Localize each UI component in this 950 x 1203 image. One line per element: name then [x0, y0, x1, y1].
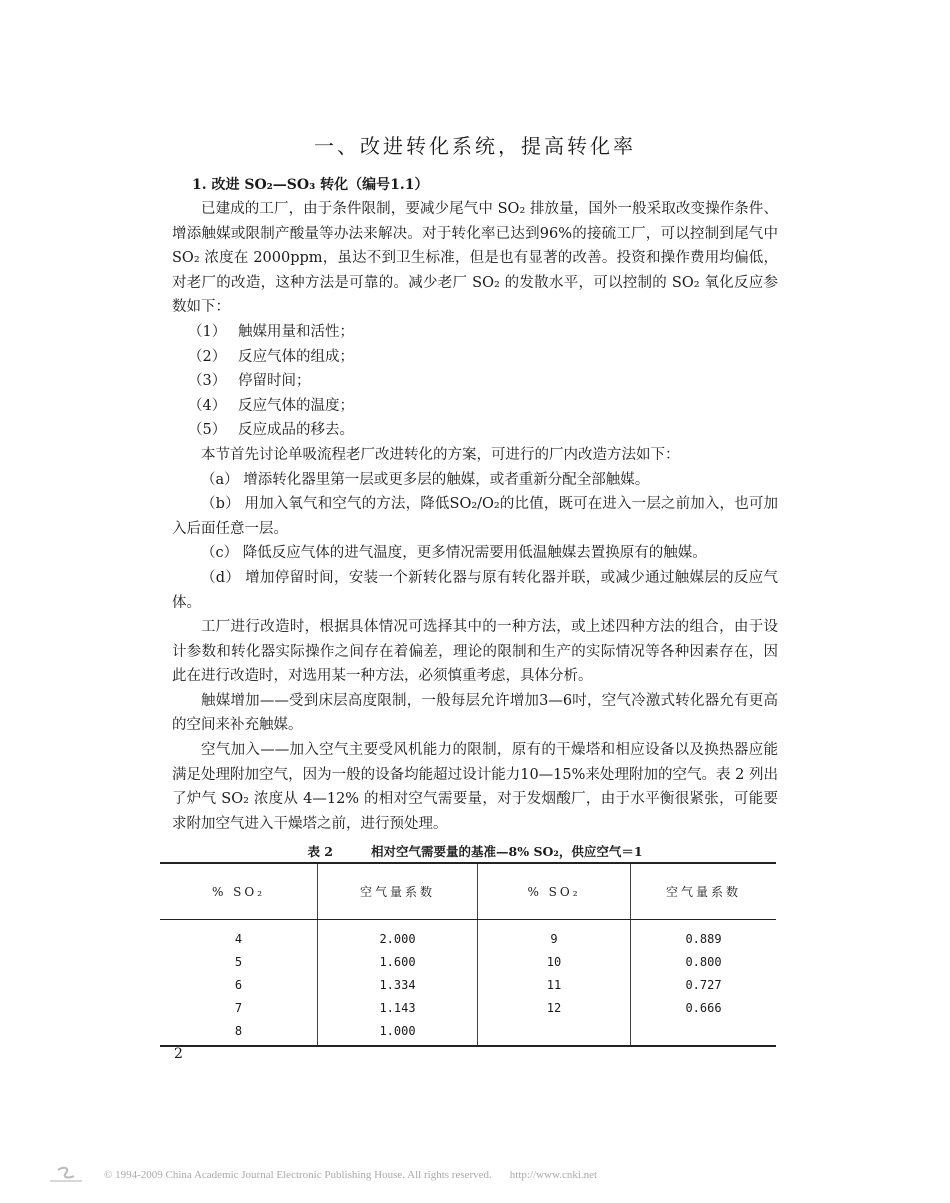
- list-item: （3） 停留时间；: [188, 373, 311, 390]
- paragraph-air: 空气加入——加入空气主要受风机能力的限制，原有的干燥塔和相应设备以及换热器应能满足处理附加空气，因为一般的设备均能超过设计能力10—15%来处理附加的空气。表 2 列出了炉气 SO₂ 浓度从 4—12% 的相对空气需要量，对于发烟酸厂，由于水平衡很紧张，可能要求附加空气进入干燥塔之前，进行预处理。: [172, 742, 778, 832]
- paragraph-selection: 工厂进行改造时，根据具体情况可选择其中的一种方法，或上述四种方法的组合，由于设计参数和转化器实际操作之间存在着偏差，理论的限制和生产的实际情况等各种因素存在，因此在进行改造时，对选用某一种方法，必须慎重考虑，具体分析。: [172, 619, 778, 685]
- table-cell: 0.800: [631, 950, 777, 973]
- table-cell: 0.727: [631, 973, 777, 996]
- paragraph-intro: 已建成的工厂，由于条件限制，要减少尾气中 SO₂ 排放量，国外一般采取改变操作条件、增添触媒或限制产酸量等办法来解决。对于转化率已达到96%的接硫工厂，可以控制到尾气中 SO₂ 浓度在 2000ppm，虽达不到卫生标准，但是也有显著的改善。投资和操作费用均偏低，对老厂的改造，这种方法是可靠的。减少老厂 SO₂ 的发散水平，可以控制的 SO₂ 氧化反应参数如下：: [172, 201, 778, 316]
- table-cell: 1.600: [318, 950, 478, 973]
- paragraph-catalyst: 触媒增加——受到床层高度限制，一般每层允许增加3—6吋，空气冷激式转化器允有更高的空间来补充触媒。: [172, 692, 778, 734]
- table-cell: 7: [234, 1000, 243, 1015]
- table-cell: 1.000: [318, 1019, 478, 1046]
- method-a: （a） 增添转化器里第一层或更多层的触媒，或者重新分配全部触媒。: [201, 471, 650, 488]
- footer-url[interactable]: http://www.cnki.net: [509, 1169, 598, 1181]
- table-cell: 1.334: [318, 973, 478, 996]
- table-cell: 11: [478, 973, 631, 996]
- chapter-title: 一、改进转化系统，提高转化率: [314, 134, 636, 158]
- list-item: （1） 触媒用量和活性；: [188, 323, 354, 340]
- table-header-row: [160, 863, 776, 920]
- table-cell: 8: [160, 1019, 318, 1046]
- table-cell: 10: [478, 950, 631, 973]
- table-row: [160, 1019, 776, 1046]
- column-header: % SO₂: [478, 863, 631, 920]
- table-cell: [631, 1019, 777, 1046]
- page-number: 2: [174, 1046, 183, 1062]
- list-item: （5） 反应成品的移去。: [188, 422, 354, 439]
- table-row: [160, 973, 776, 996]
- table-cell: 5: [234, 954, 243, 969]
- table-cell: 9: [478, 920, 631, 951]
- cnki-logo-icon: [48, 1166, 84, 1184]
- paragraph-methods-intro: 本节首先讨论单吸流程老厂改进转化的方案，可进行的厂内改造方法如下：: [201, 446, 680, 463]
- params-list: [172, 320, 778, 443]
- list-item: （4） 反应气体的温度；: [188, 397, 354, 414]
- column-header: % SO₂: [160, 863, 318, 920]
- table-cell: 4: [234, 931, 243, 946]
- body-text: [172, 197, 778, 836]
- table-cell: 0.666: [631, 996, 777, 1019]
- table-cell: 2.000: [318, 920, 478, 951]
- air-requirement-table: [160, 862, 776, 1047]
- table-cell: 12: [478, 996, 631, 1019]
- method-d: （d） 增加停留时间，安装一个新转化器与原有转化器并联，或减少通过触媒层的反应气体。: [172, 569, 778, 611]
- table-caption: [0, 842, 950, 860]
- list-item: （2） 反应气体的组成；: [188, 348, 354, 365]
- table-cell: 6: [234, 977, 243, 992]
- table-row: [160, 996, 776, 1019]
- column-header: 空气量系数: [631, 863, 777, 920]
- copyright-text: © 1994-2009 China Academic Journal Electronic Publishing House. All rights reserved.: [104, 1169, 492, 1181]
- table-row: [160, 950, 776, 973]
- table-cell: [478, 1019, 631, 1046]
- footer: [48, 1166, 597, 1184]
- table-caption-label: 表 2: [307, 844, 334, 859]
- column-header: 空气量系数: [318, 863, 478, 920]
- table-row: [160, 920, 776, 951]
- method-c: （c） 降低反应气体的进气温度，更多情况需要用低温触媒去置换原有的触媒。: [201, 545, 707, 562]
- method-b: （b） 用加入氧气和空气的方法，降低SO₂/O₂的比值，既可在进入一层之前加入，也可加入后面任意一层。: [172, 496, 778, 537]
- table-caption-text: 相对空气需要量的基准—8% SO₂，供应空气＝1: [371, 844, 643, 859]
- table-cell: 1.143: [318, 996, 478, 1019]
- table-cell: 0.889: [631, 920, 777, 951]
- section-heading: 1. 改进 SO₂—SO₃ 转化（编号1.1）: [192, 177, 429, 193]
